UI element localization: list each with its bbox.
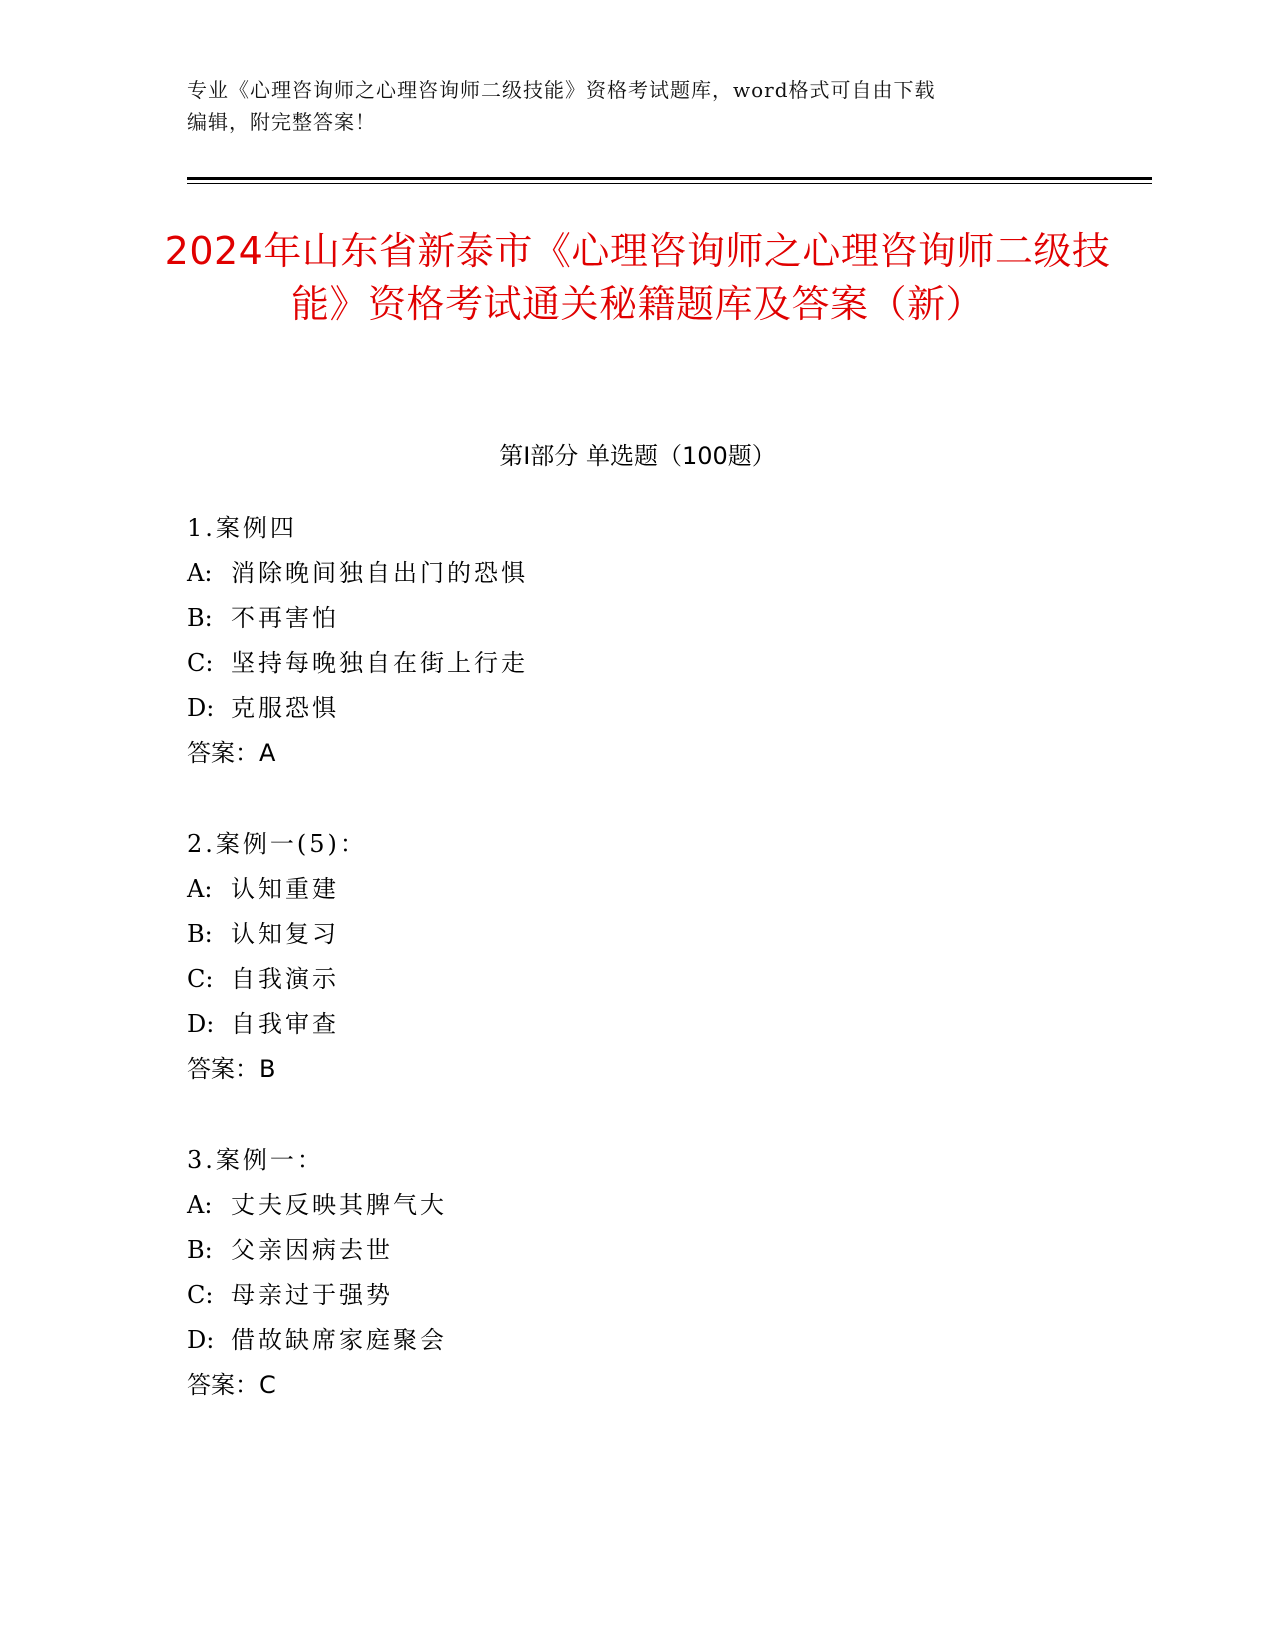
option-text: 不再害怕 [231,604,339,632]
option-text: 丈夫反映其脾气大 [231,1191,447,1219]
header-divider-thin [187,183,1152,184]
option-text: 母亲过于强势 [231,1281,393,1309]
option-b [187,1228,1087,1273]
option-text: 消除晚间独自出门的恐惧 [231,559,528,587]
option-key: C: [187,965,214,993]
option-key: B: [187,1236,213,1264]
option-key: A: [187,1191,213,1219]
option-text: 自我审查 [231,1010,339,1038]
section-heading: 第Ⅰ部分 单选题（100题） [499,442,776,470]
question-stem: 2.案例一(5)： [187,830,367,858]
header-note-line-2: 编辑，附完整答案！ [187,110,376,134]
option-c [187,1273,1087,1318]
option-key: B: [187,920,213,948]
option-c [187,641,1087,686]
answer-line: 答案：C [187,1371,276,1399]
option-key: C: [187,1281,214,1309]
option-key: A: [187,559,213,587]
option-key: A: [187,875,213,903]
option-a [187,867,1087,912]
option-text: 认知复习 [231,920,339,948]
header-note [187,74,1087,138]
option-text: 克服恐惧 [231,694,339,722]
question-2 [187,822,1087,1092]
header-note-line-1: 专业《心理咨询师之心理咨询师二级技能》资格考试题库，word格式可自由下载 [187,78,936,102]
option-text: 父亲因病去世 [231,1236,393,1264]
option-key: C: [187,649,214,677]
option-a [187,551,1087,596]
header-divider-thick [187,177,1152,180]
document-title: 2024年山东省新泰市《心理咨询师之心理咨询师二级技能》资格考试通关秘籍题库及答案（新） [164,229,1111,326]
option-b [187,596,1087,641]
option-key: D: [187,1326,215,1354]
option-text: 认知重建 [231,875,339,903]
question-1 [187,506,1087,776]
option-key: D: [187,694,215,722]
option-d [187,686,1087,731]
option-text: 自我演示 [231,965,339,993]
option-text: 坚持每晚独自在街上行走 [231,649,528,677]
option-b [187,912,1087,957]
option-d [187,1318,1087,1363]
question-stem: 1.案例四 [187,514,297,542]
option-c [187,957,1087,1002]
answer-line: 答案：B [187,1055,276,1083]
answer-line: 答案：A [187,739,276,767]
option-d [187,1002,1087,1047]
option-a [187,1183,1087,1228]
option-text: 借故缺席家庭聚会 [231,1326,447,1354]
question-3 [187,1138,1087,1408]
option-key: D: [187,1010,215,1038]
question-stem: 3.案例一： [187,1146,324,1174]
option-key: B: [187,604,213,632]
